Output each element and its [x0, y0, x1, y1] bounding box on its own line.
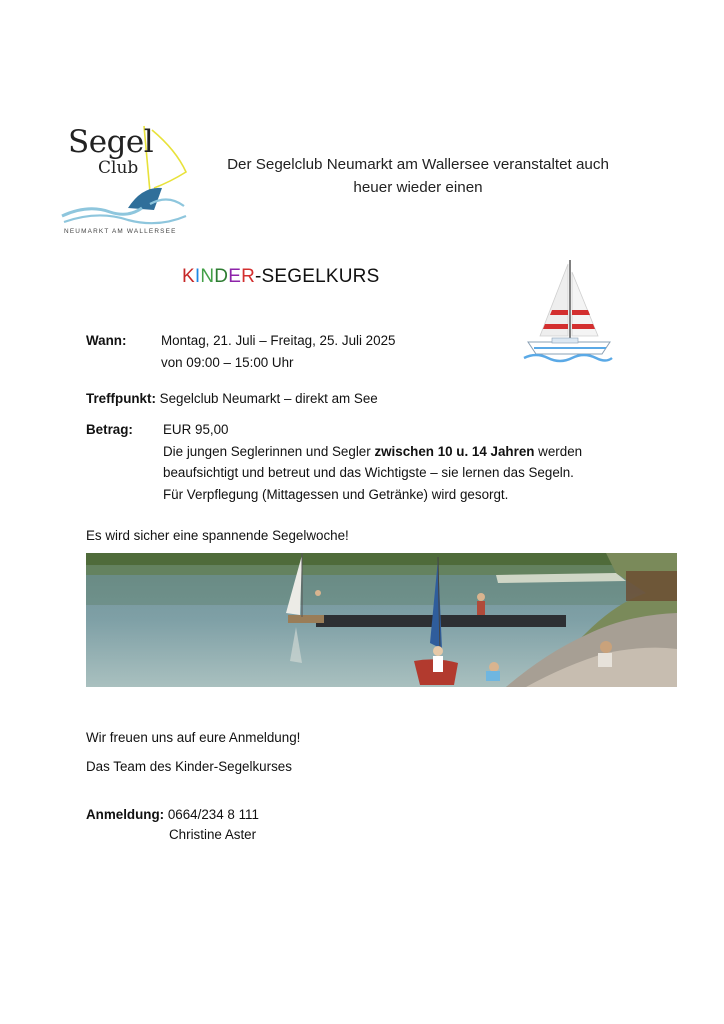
logo-location: NEUMARKT AM WALLERSEE	[64, 228, 177, 235]
wann-dates: Montag, 21. Juli – Freitag, 25. Juli 2025	[161, 333, 396, 348]
anmeldung-label: Anmeldung:	[86, 807, 165, 822]
wann-label: Wann:	[86, 333, 127, 348]
treffpunkt-label: Treffpunkt:	[86, 391, 156, 406]
betrag-age-pre: Die jungen Seglerinnen und Segler	[163, 443, 375, 459]
headline-letter-2: N	[200, 266, 215, 287]
anmeldung-phone: 0664/234 8 111	[167, 807, 259, 822]
betrag-price: EUR 95,00	[163, 422, 229, 437]
logo-word-segel: Segel	[68, 124, 154, 160]
treffpunkt-row	[86, 388, 378, 410]
betrag-age-post: werden	[534, 443, 583, 459]
segelclub-logo	[58, 120, 190, 240]
lake-scene-image	[86, 553, 677, 687]
betrag-age-range: zwischen 10 u. 14 Jahren	[374, 443, 535, 459]
anmeldung-row	[86, 804, 259, 826]
intro-text	[196, 153, 640, 199]
headline-letter-0: K	[182, 266, 195, 287]
logo-word-club: Club	[98, 158, 139, 178]
headline-kinder-segelkurs	[182, 266, 379, 288]
headline-letter-3: D	[214, 266, 229, 287]
sailboat-icon	[522, 258, 614, 366]
lake-photo	[86, 553, 677, 687]
intro-line-2: heuer wieder einen	[353, 179, 483, 196]
treffpunkt-text: Segelclub Neumarkt – direkt am See	[159, 391, 378, 406]
headline-letter-5: R	[241, 266, 255, 287]
headline-letter-1: I	[194, 266, 201, 287]
segelwoche-text: Es wird sicher eine spannende Segelwoche!	[86, 528, 349, 543]
headline-rest: -SEGELKURS	[255, 266, 380, 287]
betrag-food-line: Für Verpflegung (Mittagessen und Getränke) wird gesorgt.	[163, 486, 509, 502]
wann-details	[161, 330, 395, 373]
sailboat-illustration	[522, 258, 614, 366]
wann-times: von 09:00 – 15:00 Uhr	[161, 354, 294, 370]
headline-colored-letters	[182, 266, 255, 287]
intro-line-1: Der Segelclub Neumarkt am Wallersee veranstaltet auch	[227, 156, 609, 173]
closing-line-1: Wir freuen uns auf eure Anmeldung!	[86, 730, 301, 745]
anmeldung-contact-name: Christine Aster	[169, 827, 257, 842]
headline-letter-4: E	[228, 266, 242, 287]
closing-line-2: Das Team des Kinder-Segelkurses	[86, 759, 292, 774]
betrag-age-line	[163, 441, 582, 463]
betrag-details	[163, 419, 582, 505]
betrag-label: Betrag:	[86, 422, 133, 437]
betrag-care-line: beaufsichtigt und betreut und das Wichtigste – sie lernen das Segeln.	[163, 465, 574, 480]
